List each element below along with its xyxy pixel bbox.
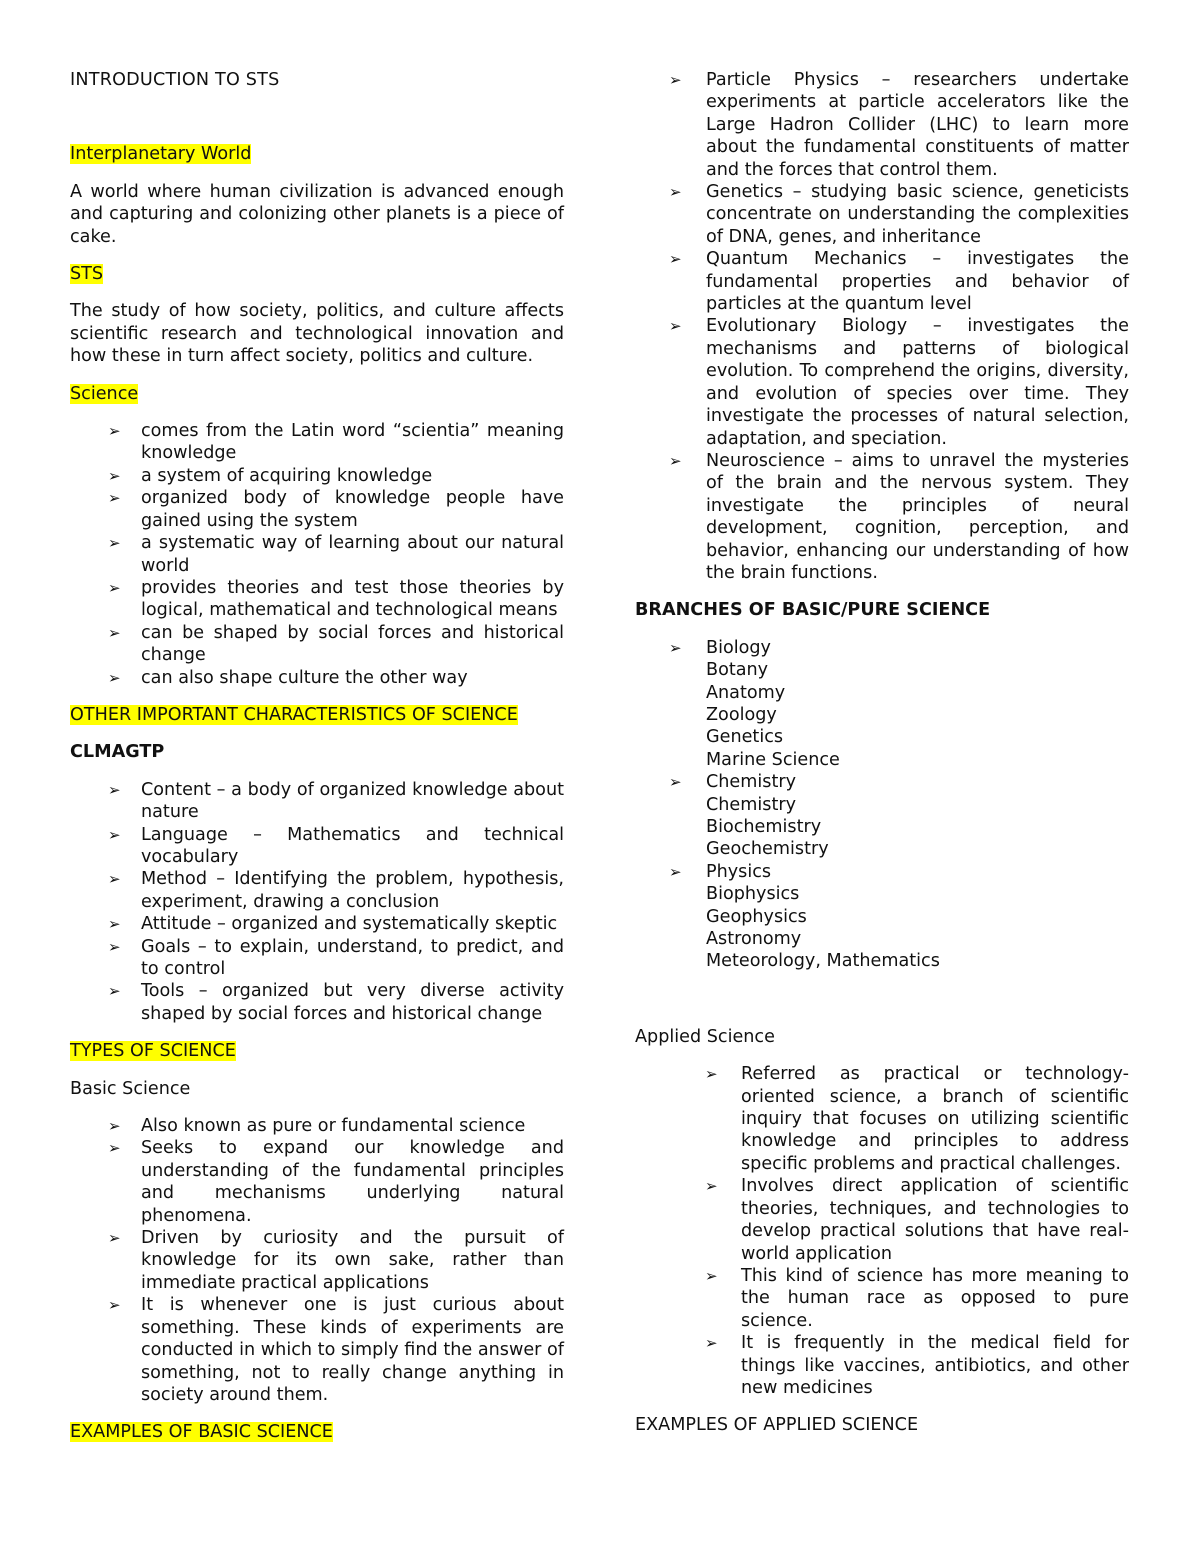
science-heading: Science [70, 383, 139, 404]
basic-science-bullet [70, 1294, 564, 1406]
applied-science-heading: Applied Science [635, 1026, 775, 1047]
characteristic-bullet-text: Language – Mathematics and technical vocabulary [141, 824, 564, 867]
arrow-bullet-icon: ➢ [669, 862, 682, 881]
science-bullet-text: a system of acquiring knowledge [141, 465, 433, 486]
applied-science-bullet-text: It is frequently in the medical field for things like vaccines, antibiotics, and other new medicines [741, 1333, 1129, 1398]
science-bullet-text: a systematic way of learning about our natural world [141, 533, 564, 576]
acronym-heading: CLMAGTP [70, 742, 165, 763]
basic-science-label: Basic Science [70, 1078, 191, 1099]
characteristic-bullet-text: Goals – to explain, understand, to predict, and to control [141, 936, 564, 979]
arrow-bullet-icon: ➢ [108, 1117, 121, 1136]
arrow-bullet-icon: ➢ [108, 1229, 121, 1248]
basic-science-bullet-text: Also known as pure or fundamental science [141, 1116, 526, 1137]
science-bullet-text: can also shape culture the other way [141, 667, 468, 688]
branch-subfield: Zoology [706, 704, 777, 725]
branch-name: Physics [706, 861, 772, 882]
arrow-bullet-icon: ➢ [705, 1177, 718, 1196]
science-bullet [70, 420, 564, 465]
branches-heading: BRANCHES OF BASIC/PURE SCIENCE [635, 600, 991, 621]
basic-example-bullet [635, 248, 1129, 315]
page-title: INTRODUCTION TO STS [70, 70, 280, 90]
science-bullet-list [70, 420, 564, 689]
characteristic-bullet [70, 824, 564, 869]
basic-example-bullet [635, 69, 1129, 181]
branch-subfield: Chemistry [706, 794, 796, 815]
basic-science-bullet [70, 1115, 564, 1137]
science-bullet-text: organized body of knowledge people have gained using the system [141, 488, 564, 531]
basic-example-bullet-text: Quantum Mechanics – investigates the fundamental properties and behavior of particles at the quantum level [706, 249, 1129, 315]
applied-science-bullet [635, 1175, 1129, 1265]
basic-science-bullet-text: Seeks to expand our knowledge and understanding of the fundamental principles and mechanisms underlying natural phenomena. [141, 1138, 564, 1226]
arrow-bullet-icon: ➢ [108, 534, 121, 553]
applied-science-bullet [635, 1265, 1129, 1332]
characteristic-bullet-text: Method – Identifying the problem, hypothesis, experiment, drawing a conclusion [141, 869, 564, 912]
arrow-bullet-icon: ➢ [669, 638, 682, 657]
arrow-bullet-icon: ➢ [669, 451, 682, 470]
arrow-bullet-icon: ➢ [108, 937, 121, 956]
arrow-bullet-icon: ➢ [108, 1139, 121, 1158]
characteristic-bullet [70, 913, 564, 935]
arrow-bullet-icon: ➢ [108, 668, 121, 687]
arrow-bullet-icon: ➢ [108, 825, 121, 844]
basic-example-bullet-text: Evolutionary Biology – investigates the mechanisms and patterns of biological evolution. To comprehend the origins, diversity, and evolution of species over time. They investigate the processes of natural selection, adaptation, and speciation. [706, 316, 1129, 449]
characteristic-bullet [70, 868, 564, 913]
examples-applied-heading: EXAMPLES OF APPLIED SCIENCE [635, 1415, 919, 1436]
branches-list [635, 637, 1129, 973]
applied-science-bullet-text: Involves direct application of scientific theories, techniques, and technologies to develop practical solutions that have real-world application [741, 1176, 1129, 1264]
arrow-bullet-icon: ➢ [669, 773, 682, 792]
branch-group [635, 861, 1129, 973]
arrow-bullet-icon: ➢ [108, 578, 121, 597]
science-bullet [70, 667, 564, 689]
arrow-bullet-icon: ➢ [669, 71, 682, 89]
interplanetary-heading: Interplanetary World [70, 144, 252, 165]
basic-example-bullet [635, 181, 1129, 248]
science-bullet [70, 622, 564, 667]
branch-group [635, 637, 1129, 771]
basic-example-bullet [635, 450, 1129, 584]
arrow-bullet-icon: ➢ [669, 250, 682, 269]
arrow-bullet-icon: ➢ [669, 183, 682, 202]
arrow-bullet-icon: ➢ [669, 317, 682, 336]
applied-science-bullet [635, 1332, 1129, 1399]
characteristic-bullet [70, 980, 564, 1025]
branch-subfield: Astronomy [706, 929, 802, 950]
science-bullet [70, 532, 564, 577]
characteristic-bullet-text: Attitude – organized and systematically skeptic [141, 914, 558, 935]
branch-subfield: Genetics [706, 727, 784, 748]
basic-example-bullet-text: Genetics – studying basic science, geneticists concentrate on understanding the complexities of DNA, genes, and inheritance [706, 182, 1129, 247]
types-heading: TYPES OF SCIENCE [70, 1041, 236, 1062]
branch-subfield: Anatomy [706, 682, 786, 703]
science-bullet [70, 577, 564, 622]
examples-basic-heading: EXAMPLES OF BASIC SCIENCE [70, 1422, 333, 1443]
branch-subfield: Botany [706, 660, 769, 681]
arrow-bullet-icon: ➢ [108, 915, 121, 934]
interplanetary-text: A world where human civilization is advanced enough and capturing and colonizing other planets is a piece of cake. [70, 181, 564, 247]
branch-subfield: Meteorology, Mathematics [706, 951, 940, 972]
applied-science-bullet-list [635, 1063, 1129, 1399]
arrow-bullet-icon: ➢ [108, 489, 121, 508]
arrow-bullet-icon: ➢ [108, 780, 121, 799]
basic-science-bullet-text: It is whenever one is just curious about something. These kinds of experiments are conducted in which to simply find the answer of something, not to really change anything in society around them. [141, 1295, 564, 1405]
branch-subfield: Geophysics [706, 906, 807, 927]
sts-heading: STS [70, 264, 104, 285]
applied-science-bullet-text: Referred as practical or technology-oriented science, a branch of scientific inquiry that focuses on utilizing scientific knowledge and principles to address specific problems and practical challenges. [741, 1064, 1129, 1174]
branch-subfield: Biochemistry [706, 817, 822, 837]
arrow-bullet-icon: ➢ [108, 870, 121, 889]
basic-science-bullet-text: Driven by curiosity and the pursuit of knowledge for its own sake, rather than immediate practical applications [141, 1228, 564, 1293]
characteristics-heading: OTHER IMPORTANT CHARACTERISTICS OF SCIENCE [70, 704, 518, 725]
sts-text: The study of how society, politics, and culture affects scientific research and technological innovation and how these in turn affect society, politics and culture. [70, 301, 564, 367]
branch-name: Biology [706, 637, 771, 658]
characteristic-bullet-text: Content – a body of organized knowledge about nature [141, 779, 564, 823]
branch-subfield: Geochemistry [706, 839, 829, 860]
characteristic-bullet [70, 779, 564, 824]
branch-subfield: Biophysics [706, 884, 800, 905]
characteristic-bullet [70, 936, 564, 981]
basic-examples-bullet-list [635, 69, 1129, 584]
branch-name: Chemistry [706, 772, 796, 793]
branch-subfield: Marine Science [706, 749, 840, 770]
applied-science-bullet [635, 1063, 1129, 1175]
branch-group [635, 771, 1129, 861]
applied-science-bullet-text: This kind of science has more meaning to the human race as opposed to pure science. [741, 1265, 1129, 1331]
characteristics-bullet-list [70, 779, 564, 1025]
science-bullet-text: can be shaped by social forces and historical change [141, 622, 564, 666]
arrow-bullet-icon: ➢ [705, 1334, 718, 1353]
arrow-bullet-icon: ➢ [108, 982, 121, 1001]
arrow-bullet-icon: ➢ [108, 1296, 121, 1315]
science-bullet-text: provides theories and test those theories by logical, mathematical and technological means [141, 577, 564, 621]
arrow-bullet-icon: ➢ [108, 422, 121, 441]
characteristic-bullet-text: Tools – organized but very diverse activity shaped by social forces and historical change [141, 981, 564, 1024]
arrow-bullet-icon: ➢ [705, 1065, 718, 1084]
arrow-bullet-icon: ➢ [108, 466, 121, 485]
basic-science-bullet [70, 1227, 564, 1294]
basic-example-bullet [635, 315, 1129, 449]
left-column [70, 69, 564, 1444]
basic-example-bullet-text: Neuroscience – aims to unravel the mysteries of the brain and the nervous system. They investigate the principles of neural development, cognition, perception, and behavior, enhancing our understanding of how the brain functions. [706, 450, 1129, 583]
science-bullet-text: comes from the Latin word “scientia” meaning knowledge [141, 421, 564, 464]
basic-example-bullet-text: Particle Physics – researchers undertake experiments at particle accelerators like the Large Hadron Collider (LHC) to learn more about the fundamental constituents of matter and the forces that control them. [706, 70, 1129, 180]
science-bullet [70, 487, 564, 532]
right-column [635, 69, 1129, 1437]
basic-science-bullet-list [70, 1115, 564, 1406]
basic-science-bullet [70, 1137, 564, 1227]
science-bullet [70, 465, 564, 487]
arrow-bullet-icon: ➢ [108, 623, 121, 642]
arrow-bullet-icon: ➢ [705, 1266, 718, 1285]
